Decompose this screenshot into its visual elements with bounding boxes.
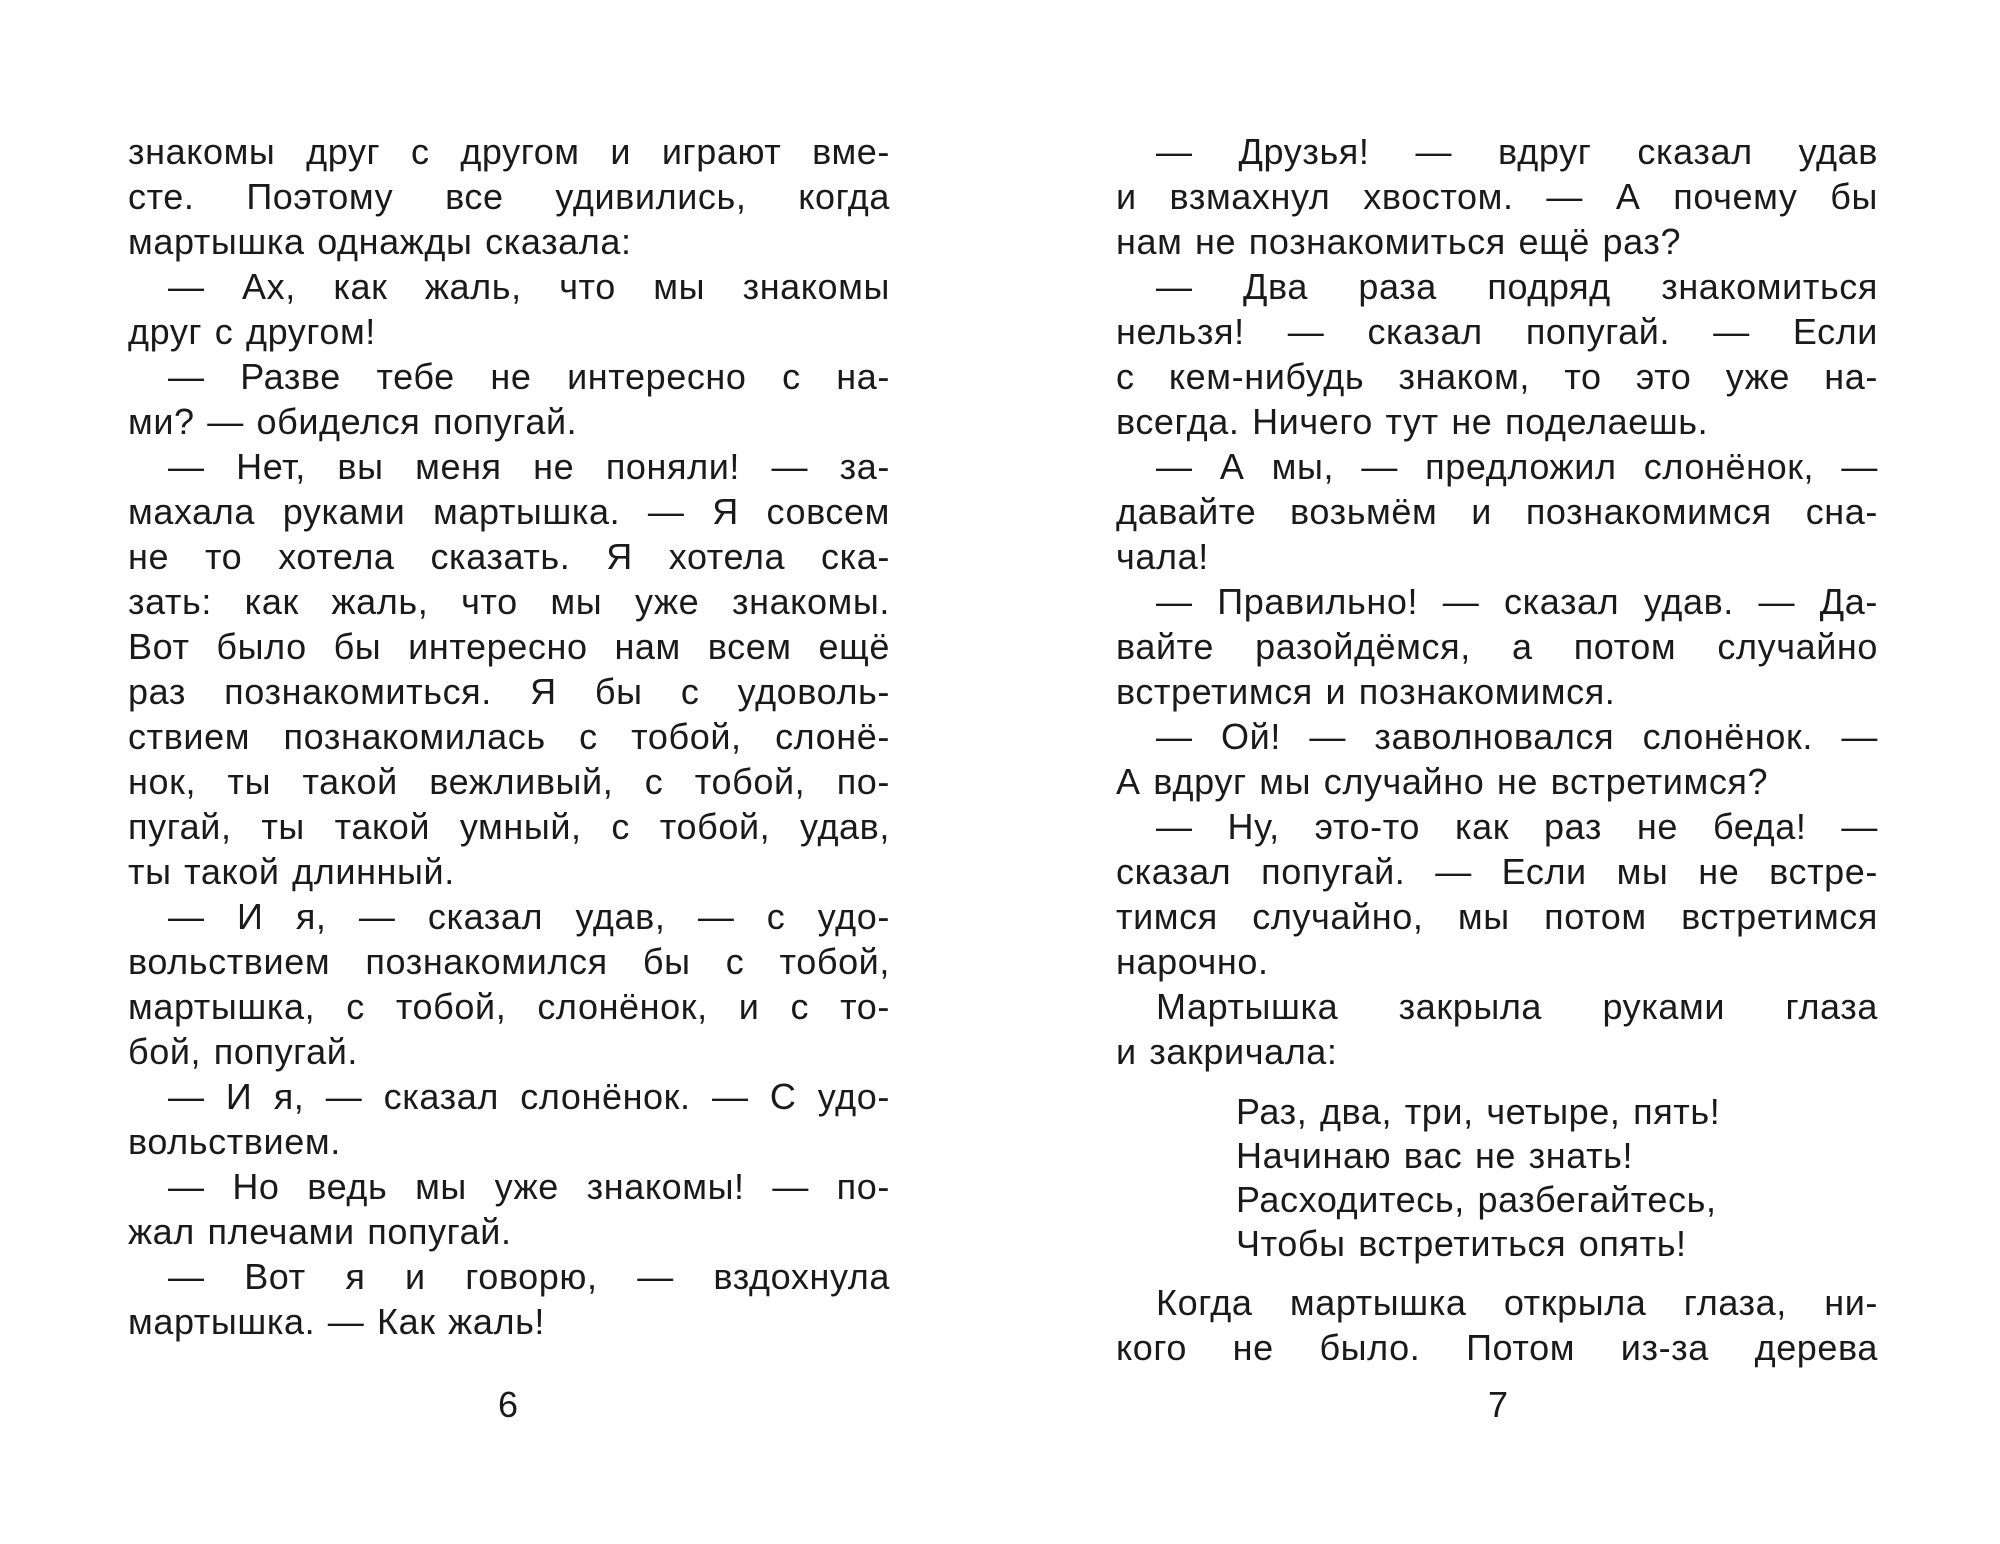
text-line: — А мы, — предложил слонёнок, — <box>1156 446 1878 487</box>
text-line: Вот было бы интересно нам всем ещё <box>128 626 890 667</box>
text-line: нам не познакомиться ещё раз? <box>1116 221 1682 262</box>
page-number: 6 <box>497 1384 519 1425</box>
text-line: сте. Поэтому все удивились, когда <box>128 176 890 217</box>
poem-line: Начинаю вас не знать! <box>1236 1135 1634 1176</box>
text-line: — Друзья! — вдруг сказал удав <box>1156 131 1878 172</box>
text-line: и закричала: <box>1116 1031 1338 1072</box>
text-line: давайте возьмём и познакомимся сна- <box>1116 491 1878 532</box>
text-line: — Нет, вы меня не поняли! — за- <box>168 446 890 487</box>
page-number: 7 <box>1487 1384 1509 1425</box>
text-line: махала руками мартышка. — Я совсем <box>128 491 890 532</box>
text-line: ты такой длинный. <box>128 851 455 892</box>
text-line: — Но ведь мы уже знакомы! — по- <box>168 1166 890 1207</box>
text-line: друг с другом! <box>128 311 376 352</box>
right-page-text <box>1116 129 1878 1370</box>
poem-line: Чтобы встретиться опять! <box>1236 1223 1687 1264</box>
text-line: Когда мартышка открыла глаза, ни- <box>1156 1282 1878 1323</box>
text-line: не то хотела сказать. Я хотела ска- <box>128 536 890 577</box>
text-line: знакомы друг с другом и играют вме- <box>128 131 890 172</box>
text-line: бой, попугай. <box>128 1031 359 1072</box>
poem-line: Раз, два, три, четыре, пять! <box>1236 1091 1721 1132</box>
text-line: — Правильно! — сказал удав. — Да- <box>1156 581 1878 622</box>
text-line: нельзя! — сказал попугай. — Если <box>1116 311 1878 352</box>
text-line: — И я, — сказал удав, — с удо- <box>168 896 890 937</box>
right-page <box>1000 0 2000 1544</box>
text-line: чала! <box>1116 536 1209 577</box>
poem-line: Расходитесь, разбегайтесь, <box>1236 1179 1717 1220</box>
text-line: — Ну, это-то как раз не беда! — <box>1156 806 1878 847</box>
text-line: мартышка однажды сказала: <box>128 221 632 262</box>
text-line: встретимся и познакомимся. <box>1116 671 1616 712</box>
text-line: вольствием познакомился бы с тобой, <box>128 941 890 982</box>
text-line: ствием познакомилась с тобой, слонё- <box>128 716 890 757</box>
text-line: — Ах, как жаль, что мы знакомы <box>168 266 890 307</box>
text-line: — Ой! — заволновался слонёнок. — <box>1156 716 1878 757</box>
text-line: — И я, — сказал слонёнок. — С удо- <box>168 1076 890 1117</box>
text-line: и взмахнул хвостом. — А почему бы <box>1116 176 1878 217</box>
text-line: сказал попугай. — Если мы не встре- <box>1116 851 1878 892</box>
text-line: всегда. Ничего тут не поделаешь. <box>1116 401 1709 442</box>
text-line: Мартышка закрыла руками глаза <box>1156 986 1878 1027</box>
text-line: зать: как жаль, что мы уже знакомы. <box>128 581 890 622</box>
text-line: мартышка. — Как жаль! <box>128 1301 546 1342</box>
text-line: — Вот я и говорю, — вздохнула <box>168 1256 890 1297</box>
text-line: нок, ты такой вежливый, с тобой, по- <box>128 761 890 802</box>
text-line: вольствием. <box>128 1121 341 1162</box>
text-line: жал плечами попугай. <box>128 1211 512 1252</box>
text-line: мартышка, с тобой, слонёнок, и с то- <box>128 986 890 1027</box>
poem <box>1116 1074 1878 1280</box>
left-page-text <box>128 129 890 1344</box>
text-line: с кем-нибудь знаком, то это уже на- <box>1116 356 1878 397</box>
text-line: раз познакомиться. Я бы с удоволь- <box>128 671 890 712</box>
text-line: вайте разойдёмся, а потом случайно <box>1116 626 1878 667</box>
text-line: — Два раза подряд знакомиться <box>1156 266 1878 307</box>
text-line: — Разве тебе не интересно с на- <box>168 356 890 397</box>
text-line: тимся случайно, мы потом встретимся <box>1116 896 1878 937</box>
text-line: А вдруг мы случайно не встретимся? <box>1116 761 1769 802</box>
text-line: пугай, ты такой умный, с тобой, удав, <box>128 806 890 847</box>
text-line: нарочно. <box>1116 941 1269 982</box>
text-line: ми? — обиделся попугай. <box>128 401 578 442</box>
text-line: кого не было. Потом из-за дерева <box>1116 1327 1878 1368</box>
